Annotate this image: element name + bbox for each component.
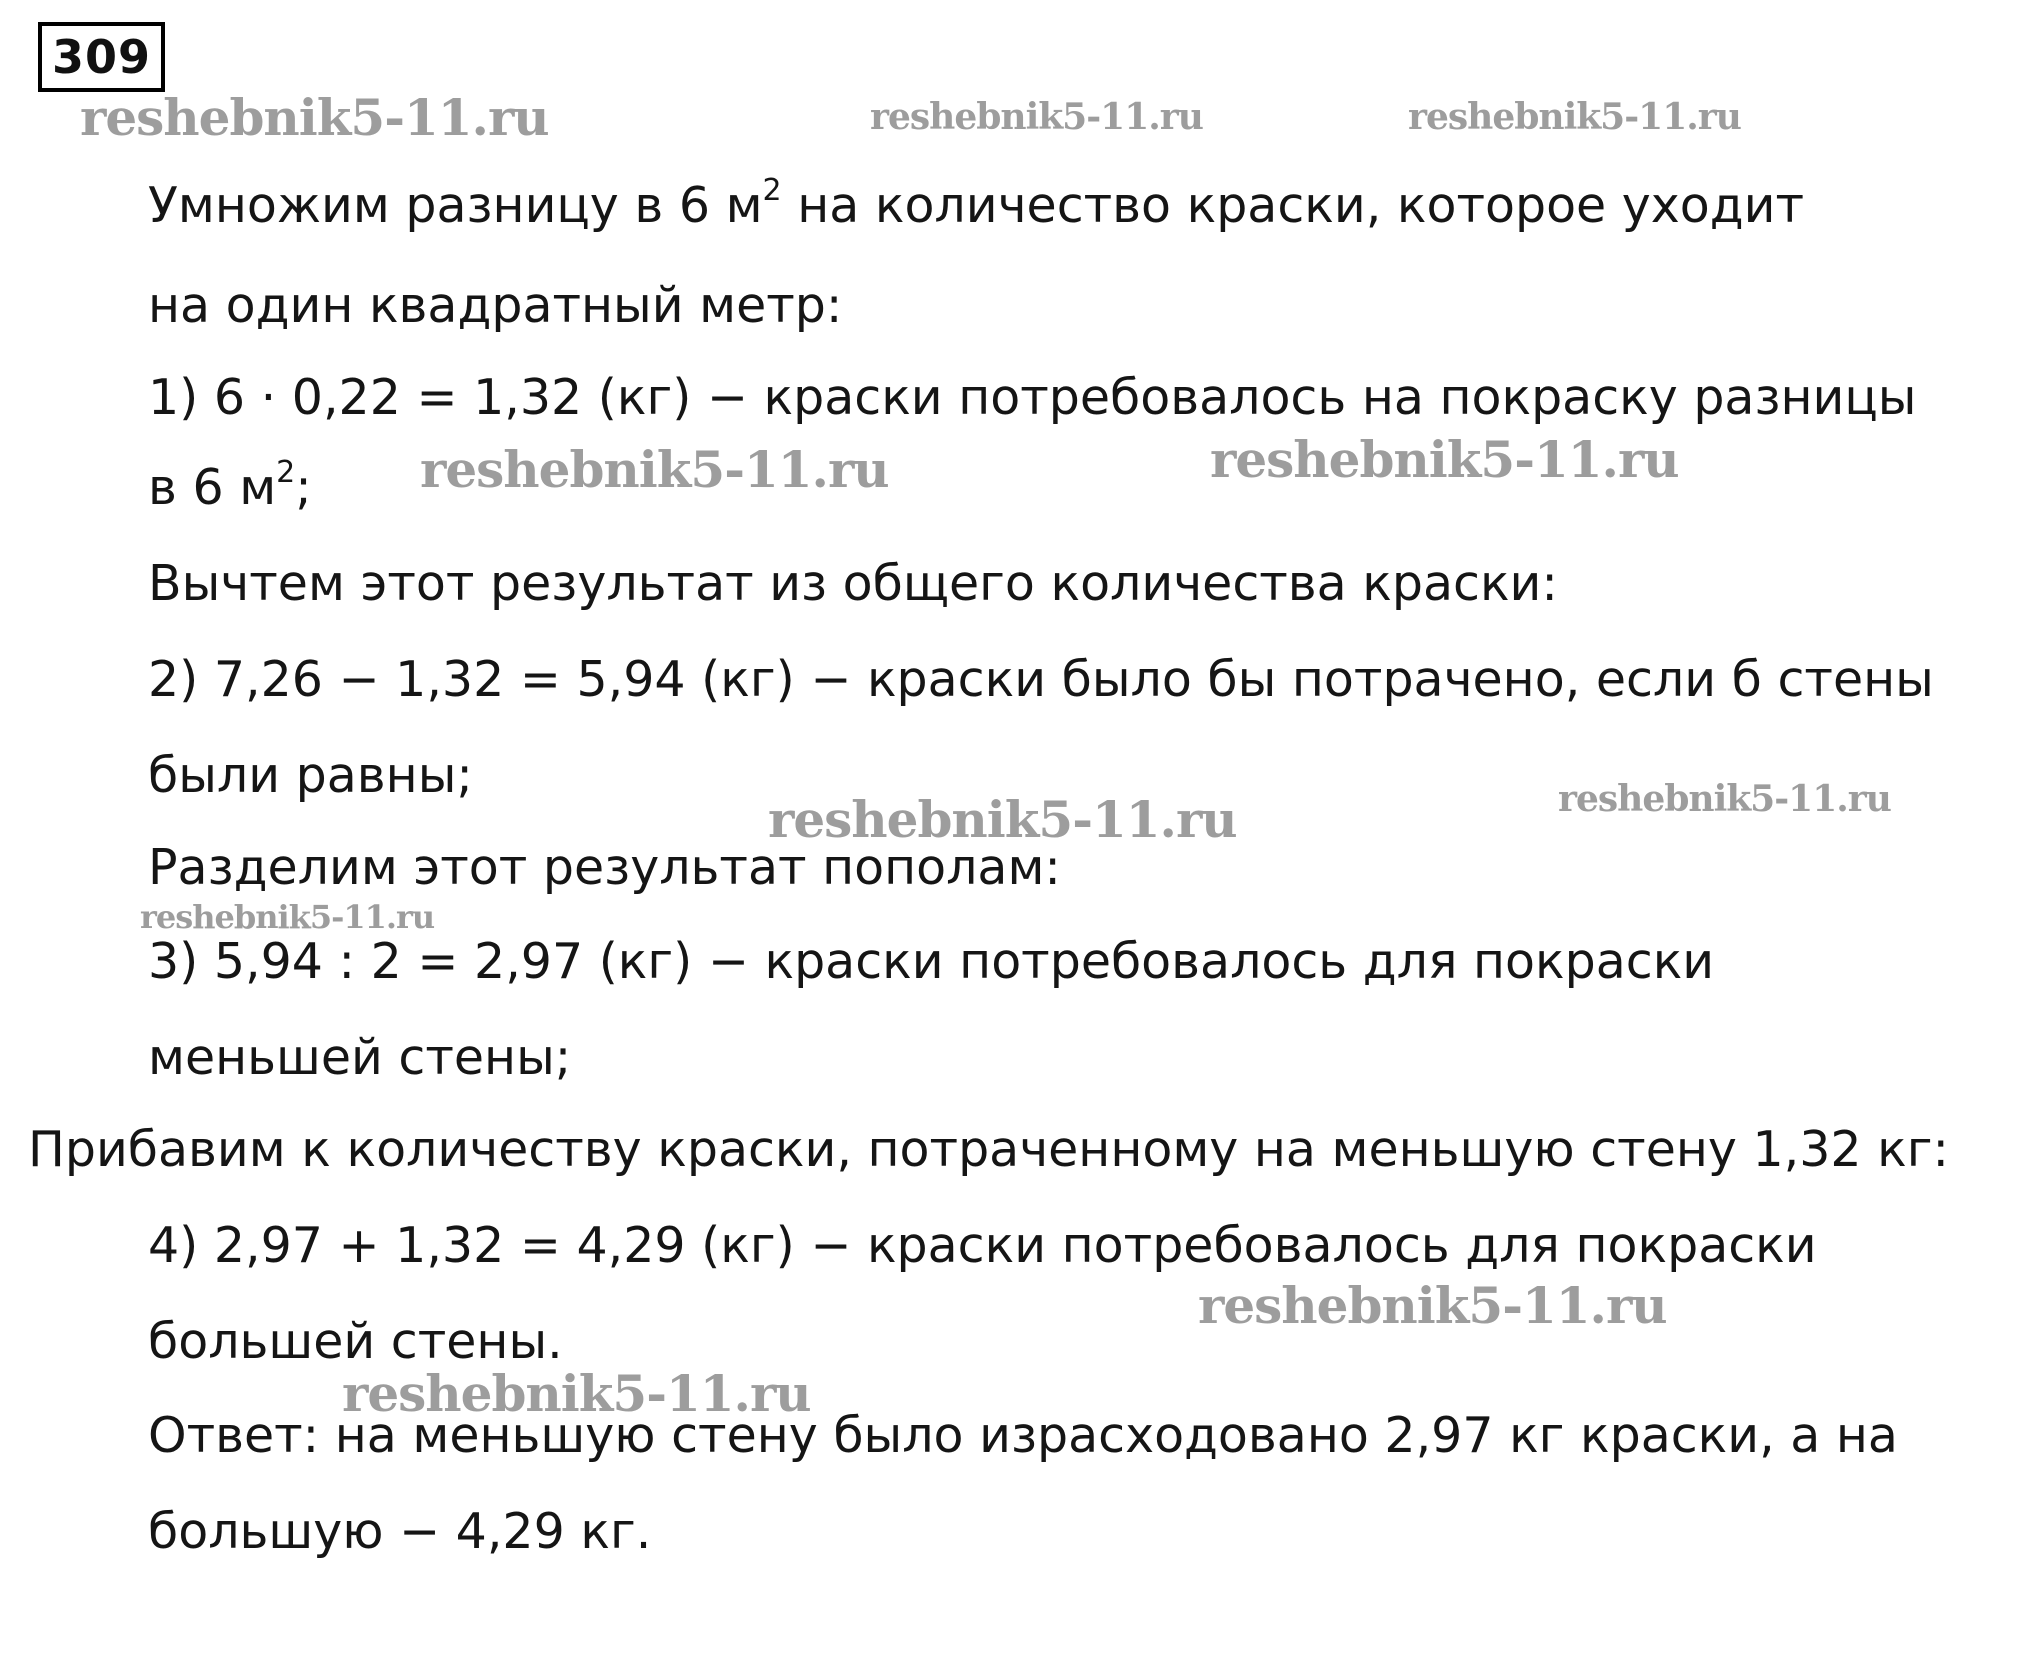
watermark: reshebnik5-11.ru bbox=[1558, 778, 1891, 820]
text-line-14: Ответ: на меньшую стену было израсходовано 2,97 кг краски, а на bbox=[148, 1407, 1898, 1464]
text-line-11: Прибавим к количеству краски, потраченному на меньшую стену 1,32 кг: bbox=[28, 1121, 1949, 1178]
text-line-15: большую − 4,29 кг. bbox=[148, 1503, 652, 1560]
text-line-5: Вычтем этот результат из общего количества краски: bbox=[148, 555, 1558, 612]
text-line-1: Умножим разницу в 6 $м^2$ на количество краски, которое уходит bbox=[148, 173, 1805, 234]
text-line-8: Разделим этот результат пополам: bbox=[148, 839, 1061, 896]
text-line-4: в 6 $м^2$; bbox=[148, 455, 312, 516]
text-line-13: большей стены. bbox=[148, 1313, 563, 1370]
text-line-7: были равны; bbox=[148, 747, 473, 804]
watermark: reshebnik5-11.ru bbox=[768, 790, 1237, 849]
watermark: reshebnik5-11.ru bbox=[342, 1364, 811, 1423]
watermark: reshebnik5-11.ru bbox=[80, 88, 549, 147]
text-line-2: на один квадратный метр: bbox=[148, 277, 843, 334]
text-line-3: 1) 6 · 0,22 = 1,32 (кг) − краски потребовалось на покраску разницы bbox=[148, 369, 1917, 426]
watermark: reshebnik5-11.ru bbox=[1210, 430, 1679, 489]
watermark: reshebnik5-11.ru bbox=[870, 96, 1203, 138]
text-line-6: 2) 7,26 − 1,32 = 5,94 (кг) − краски было бы потрачено, если б стены bbox=[148, 651, 1934, 708]
watermark: reshebnik5-11.ru bbox=[1198, 1276, 1667, 1335]
watermark: reshebnik5-11.ru bbox=[420, 440, 889, 499]
text-line-10: меньшей стены; bbox=[148, 1029, 572, 1086]
watermark: reshebnik5-11.ru bbox=[1408, 96, 1741, 138]
problem-number: 309 bbox=[38, 22, 165, 92]
text-line-12: 4) 2,97 + 1,32 = 4,29 (кг) − краски потребовалось для покраски bbox=[148, 1217, 1817, 1274]
watermark: reshebnik5-11.ru bbox=[140, 898, 435, 936]
text-line-9: 3) 5,94 : 2 = 2,97 (кг) − краски потребовалось для покраски bbox=[148, 933, 1715, 990]
